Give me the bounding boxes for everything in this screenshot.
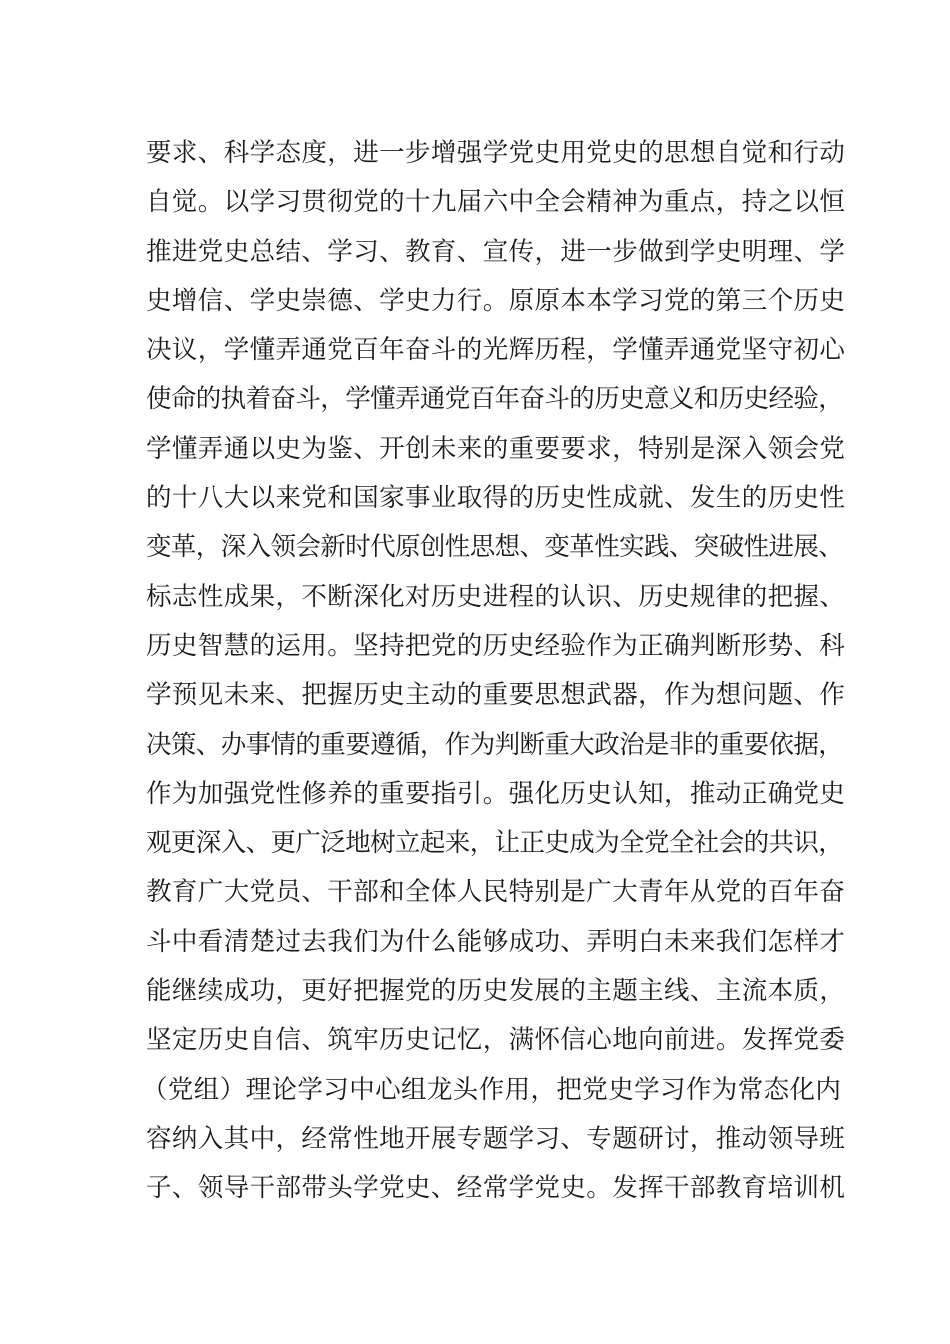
text-line-11: 历史智慧的运用。坚持把党的历史经验作为正确判断形势、科 xyxy=(146,630,846,661)
text-line-13: 决策、办事情的重要遵循，作为判断重大政治是非的重要依据， xyxy=(146,729,844,760)
text-line-9: 变革，深入领会新时代原创性思想、变革性实践、突破性进展、 xyxy=(146,532,844,563)
text-line-19: 坚定历史自信、筑牢历史记忆，满怀信心地向前进。发挥党委 xyxy=(146,1025,846,1056)
text-line-3: 推进党史总结、学习、教育、宣传，进一步做到学史明理、学 xyxy=(146,236,846,267)
text-line-5: 决议，学懂弄通党百年奋斗的光辉历程，学懂弄通党坚守初心 xyxy=(146,335,846,366)
text-line-1: 要求、科学态度，进一步增强学党史用党史的思想自觉和行动 xyxy=(146,138,846,168)
text-line-12: 学预见未来、把握历史主动的重要思想武器，作为想问题、作 xyxy=(146,680,846,711)
text-line-21: 容纳入其中，经常性地开展专题学习、专题研讨，推动领导班 xyxy=(146,1123,846,1154)
text-line-4: 史增信、学史崇德、学史力行。原原本本学习党的第三个历史 xyxy=(146,285,846,316)
text-line-2: 自觉。以学习贯彻党的十九届六中全会精神为重点，持之以恒 xyxy=(146,187,846,218)
text-line-14: 作为加强党性修养的重要指引。强化历史认知，推动正确党史 xyxy=(146,778,846,809)
text-line-17: 斗中看清楚过去我们为什么能够成功、弄明白未来我们怎样才 xyxy=(146,926,846,957)
text-line-16: 教育广大党员、干部和全体人民特别是广大青年从党的百年奋 xyxy=(146,877,846,908)
body-text xyxy=(142,129,846,1214)
text-line-6: 使命的执着奋斗，学懂弄通党百年奋斗的历史意义和历史经验， xyxy=(146,384,844,415)
text-line-7: 学懂弄通以史为鉴、开创未来的重要要求，特别是深入领会党 xyxy=(146,433,846,464)
text-line-10: 标志性成果，不断深化对历史进程的认识、历史规律的把握、 xyxy=(146,581,846,612)
text-line-22: 子、领导干部带头学党史、经常学党史。发挥干部教育培训机 xyxy=(146,1173,846,1204)
text-line-18: 能继续成功，更好把握党的历史发展的主题主线、主流本质， xyxy=(146,976,846,1007)
text-line-20: （党组）理论学习中心组龙头作用，把党史学习作为常态化内 xyxy=(142,1074,842,1105)
text-line-8: 的十八大以来党和国家事业取得的历史性成就、发生的历史性 xyxy=(146,483,846,514)
text-line-15: 观更深入、更广泛地树立起来，让正史成为全党全社会的共识， xyxy=(146,828,844,859)
